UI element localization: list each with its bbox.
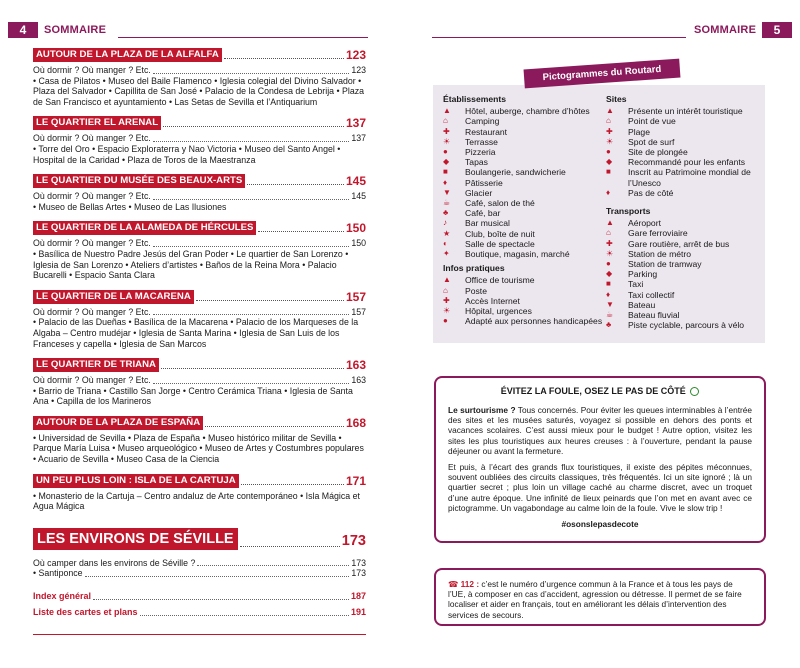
leader-dots: [153, 73, 349, 74]
pictogram-item: [606, 137, 764, 147]
pictogram-item: [443, 137, 603, 147]
leader-dots: [153, 246, 349, 247]
leader-dots: [196, 300, 344, 301]
pictogram-icon: ⌂: [606, 116, 611, 126]
pictogram-item: [606, 147, 764, 157]
section-heading[interactable]: [33, 287, 366, 304]
pictogram-label: Office de tourisme: [465, 275, 535, 286]
pictogram-label: Boutique, magasin, marché: [465, 249, 570, 260]
toc-section: [33, 355, 366, 407]
where-line-text: Où dormir ? Où manger ? Etc.: [33, 375, 151, 386]
where-line-page: 150: [351, 238, 366, 249]
pictogram-item: [443, 157, 603, 167]
pictogram-icon: ◆: [606, 269, 613, 279]
toc-section: [33, 218, 366, 280]
pictogram-label: Accès Internet: [465, 295, 520, 306]
etablissements-list: [443, 106, 603, 259]
section-page: 157: [345, 289, 366, 304]
section-heading[interactable]: [33, 171, 366, 188]
environs-title: LES ENVIRONS DE SÉVILLE: [33, 528, 238, 550]
pictogram-label: Salle de spectacle: [465, 238, 535, 249]
sites-list: [606, 106, 764, 198]
pictograms-right-column: [606, 94, 764, 330]
leader-dots: [93, 599, 349, 600]
pictogram-icon: ♦: [443, 177, 448, 187]
index-entry[interactable]: [33, 591, 366, 602]
pictogram-item: [606, 259, 764, 269]
pictogram-label: Point de vue: [628, 116, 676, 127]
pictogram-icon: ✚: [606, 126, 613, 136]
section-title: LE QUARTIER DE TRIANA: [33, 358, 159, 372]
side-step-icon: [690, 387, 699, 396]
pictogram-icon: ✦: [443, 249, 450, 259]
section-title: AUTOUR DE LA PLAZA DE LA ALFALFA: [33, 48, 222, 62]
section-heading[interactable]: [33, 471, 366, 488]
where-line-page: 137: [351, 133, 366, 144]
section-description: • Palacio de las Dueñas • Basílica de la Macarena • Palacio de los Marqueses de la Algaba – Centro mudéjar • Iglesia de Santa Marina • Iglesia de San Luis de los Franceses y capella • Iglesia de San Marcos: [33, 317, 359, 349]
pictogram-label: Inscrit au Patrimoine mondial de l’Unesco: [628, 167, 751, 188]
environs-line-page: 173: [351, 557, 366, 568]
page-header: [0, 0, 800, 38]
pictogram-label: Plage: [628, 126, 650, 137]
pictogram-item: [606, 310, 764, 320]
pictogram-label: Bateau fluvial: [628, 310, 680, 321]
pictogram-item: [443, 127, 603, 137]
pictogram-icon: ▲: [443, 106, 451, 116]
pictogram-label: Bateau: [628, 299, 656, 310]
pictogram-icon: ✚: [606, 238, 613, 248]
environs-line-camping[interactable]: [33, 558, 366, 569]
where-line-text: Où dormir ? Où manger ? Etc.: [33, 133, 151, 144]
section-description: • Monasterio de la Cartuja – Centro andaluz de Arte contemporáneo • Isla Mágica et Agua Mágica: [33, 490, 360, 512]
pictogram-icon: ☀: [443, 306, 451, 316]
pictogram-label: Poste: [465, 285, 487, 296]
leader-dots: [153, 141, 349, 142]
pictogram-item: [443, 316, 603, 326]
pictogram-icon: ■: [606, 167, 611, 177]
section-description: • Universidad de Sevilla • Plaza de España • Museo histórico militar de Sevilla • Parque María Luisa • Museo arqueológico • Museo de Artes y Costumbres populares • Acuario de Sevilla • Museo Casa de la Ciencia: [33, 432, 364, 465]
avoid-crowd-paragraph-2: Et puis, à l’écart des grands flux touristiques, il existe des pépites méconnues, souvent oubliées des circuits classiques, très fréquentés. Ici un site ignoré ; là un quartier secret ; plus loin un village caché au charme discret, avec un troquet d’une autre époque. Une infinité de lieux peinards que l’on met en avant avec ce pictogramme. Un vagabondage au calme loin de la foule. Vive le slow trip !: [448, 462, 752, 513]
environs-line-santiponce[interactable]: [33, 568, 366, 579]
right-page-number: 5: [762, 22, 792, 38]
pictogram-label: Café, salon de thé: [465, 198, 535, 209]
where-line-text: Où dormir ? Où manger ? Etc.: [33, 238, 151, 249]
pictogram-item: [606, 239, 764, 249]
toc-section: [33, 287, 366, 349]
pictogram-item: [443, 178, 603, 188]
pictogram-label: Tapas: [465, 157, 488, 168]
section-page: 137: [345, 116, 366, 131]
section-description: • Museo de Bellas Artes • Museo de Las Ilusiones: [33, 201, 227, 212]
pictogram-label: Club, boîte de nuit: [465, 228, 535, 239]
environs-line-text: • Santiponce: [33, 568, 83, 579]
emergency-box: [434, 568, 766, 626]
pictogram-icon: ⌂: [443, 285, 448, 295]
pictogram-label: Pas de côté: [628, 187, 674, 198]
pictogram-label: Pâtisserie: [465, 177, 503, 188]
pictogram-item: [606, 290, 764, 300]
infos-list: [443, 275, 603, 326]
bottom-rule: [33, 634, 366, 635]
pictogram-item: [443, 208, 603, 218]
left-page-number: 4: [8, 22, 38, 38]
section-where-line[interactable]: [33, 375, 366, 386]
pictogram-label: Gare routière, arrêt de bus: [628, 238, 730, 249]
infos-heading: Infos pratiques: [443, 263, 505, 274]
pictogram-icon: ☀: [606, 136, 614, 146]
section-page: 145: [345, 174, 366, 189]
section-heading[interactable]: [33, 355, 366, 372]
leader-dots: [163, 126, 344, 127]
section-heading[interactable]: [33, 45, 366, 62]
section-page: 168: [345, 415, 366, 430]
section-title: AUTOUR DE LA PLAZA DE ESPAÑA: [33, 416, 203, 430]
pictogram-icon: ☀: [443, 136, 451, 146]
paragraph-1-text: Tous concernés. Pour éviter les queues interminables à l’entrée des sites et les musées saturés, voyagez si possible en dehors des ponts et vacances scolaires. C’est aussi mieux pour le budget ! Autre option, visitez les sites les plus touristiques aux heures creuses : à l’ouverture, pendant la pause déjeuner ou avant la fermeture.: [448, 405, 752, 456]
section-where-line[interactable]: [33, 191, 366, 202]
pictogram-icon: ♦: [606, 187, 611, 197]
avoid-crowd-title-text: ÉVITEZ LA FOULE, OSEZ LE PAS DE CÔTÉ: [500, 386, 686, 396]
leader-dots: [85, 576, 350, 577]
pictogram-icon: ☀: [606, 248, 614, 258]
section-page: 150: [345, 221, 366, 236]
hashtag[interactable]: #osonslepasdecote: [561, 519, 639, 530]
where-line-text: Où dormir ? Où manger ? Etc.: [33, 306, 151, 317]
section-where-line[interactable]: [33, 133, 366, 144]
leader-dots: [140, 615, 349, 616]
pictogram-icon: ♣: [606, 320, 612, 330]
toc-column: [33, 45, 366, 623]
pictogram-icon: ●: [606, 259, 611, 269]
pictogram-icon: ★: [443, 228, 451, 238]
pictogram-item: [443, 229, 603, 239]
section-description: • Casa de Pilatos • Museo del Baile Flamenco • Iglesia colegial del Divino Salvador • Plaza del Salvador • Capillita de San José • Palacio de la Condesa de Lebrija • Plaza de San Francisco et ayuntamiento • Las Setas de Sevilla et l’Antiquarium: [33, 75, 365, 107]
section-heading[interactable]: [33, 413, 366, 430]
etablissements-heading: Établissements: [443, 94, 507, 104]
pictogram-item: [606, 249, 764, 259]
pictogram-icon: ⌂: [443, 116, 448, 126]
pictogram-label: Site de plongée: [628, 147, 688, 158]
pictogram-item: [443, 147, 603, 157]
emergency-number: 112 :: [460, 579, 480, 589]
pictogram-icon: ▼: [606, 299, 614, 309]
pictogram-icon: ▲: [443, 275, 451, 285]
pictogram-icon: ♪: [443, 218, 447, 228]
where-line-text: Où dormir ? Où manger ? Etc.: [33, 65, 151, 75]
pictogram-icon: ◆: [606, 157, 613, 167]
pictogram-label: Boulangerie, sandwicherie: [465, 167, 566, 178]
pictogram-icon: ●: [443, 147, 448, 157]
transports-list: [606, 218, 764, 330]
surtourisme-label: Le surtourisme ?: [448, 405, 516, 415]
pictogram-label: Terrasse: [465, 136, 498, 147]
pictogram-label: Station de métro: [628, 248, 692, 259]
pictogram-icon: ♣: [443, 208, 449, 218]
environs-heading[interactable]: [33, 526, 366, 550]
index-label: Liste des cartes et plans: [33, 607, 138, 618]
pictogram-label: Aéroport: [628, 218, 661, 229]
pictogram-icon: ✚: [443, 295, 450, 305]
pictogram-item: [606, 269, 764, 279]
section-description: • Torre del Oro • Espacio Exploraterra y Nao Victoria • Museo del Santo Angel • Hospital de la Caridad • Plaza de Toros de la Maestranza: [33, 143, 341, 165]
section-title: LE QUARTIER EL ARENAL: [33, 116, 161, 130]
pictogram-item: [606, 188, 764, 198]
pictogram-item: [443, 239, 603, 249]
pictogram-item: [606, 320, 764, 330]
pictogram-item: [443, 275, 603, 285]
pictogram-icon: ☕: [606, 310, 614, 320]
environs-page: 173: [341, 532, 366, 549]
pictogram-icon: ●: [443, 316, 448, 326]
pictogram-item: [606, 228, 764, 238]
leader-dots: [224, 58, 344, 59]
pictogram-icon: ♦: [606, 289, 611, 299]
section-page: 123: [345, 48, 366, 62]
leader-dots: [197, 565, 349, 566]
pictogram-icon: ▲: [606, 218, 614, 228]
section-where-line[interactable]: [33, 65, 366, 76]
section-where-line[interactable]: [33, 238, 366, 249]
pictograms-left-column: [443, 94, 603, 326]
leader-dots: [258, 231, 344, 232]
pictogram-label: Adapté aux personnes handicapées: [465, 316, 603, 327]
where-line-page: 157: [351, 306, 366, 317]
pictogram-item: [443, 218, 603, 228]
toc-section: [33, 471, 366, 512]
emergency-text: c’est le numéro d’urgence commun à la France et à tous les pays de l’UE, à composer en cas d’accident, agression ou détresse. Il permet de se faire localiser et aider en français, tout en améliorant les délais d’intervention des services de secours.: [448, 579, 742, 620]
pictogram-item: [443, 106, 603, 116]
section-title: LE QUARTIER DE LA ALAMEDA DE HÉRCULES: [33, 221, 256, 235]
pictogram-icon: ✚: [443, 126, 450, 136]
section-description: • Barrio de Triana • Castillo San Jorge • Centro Cerámica Triana • Iglesia de Santa Ana • Capilla de los Marineros: [33, 385, 353, 407]
section-title: UN PEU PLUS LOIN : ISLA DE LA CARTUJA: [33, 474, 239, 488]
pictogram-label: Hôpital, urgences: [465, 306, 532, 317]
pictogram-item: [443, 116, 603, 126]
section-page: 163: [345, 358, 366, 373]
environs-line-page: 173: [351, 568, 366, 579]
pictogram-label: Recommandé pour les enfants: [628, 157, 746, 168]
pictogram-item: [443, 296, 603, 306]
section-where-line[interactable]: [33, 307, 366, 318]
where-line-text: Où dormir ? Où manger ? Etc.: [33, 191, 151, 202]
pictogram-item: [606, 127, 764, 137]
pictogram-item: [606, 218, 764, 228]
section-title: LE QUARTIER DE LA MACARENA: [33, 290, 194, 304]
phone-icon: ☎: [448, 579, 461, 589]
leader-dots: [241, 484, 344, 485]
pictogram-label: Piste cyclable, parcours à vélo: [628, 320, 745, 331]
section-description: • Basílica de Nuestro Padre Jesús del Gran Poder • Le quartier de San Lorenzo • Iglesia de San Lorenzo • Ateliers d’artistes • Baños de la Reina Mora • Palacio Bucarelli • Espacio Santa Clara: [33, 248, 349, 281]
where-line-page: 123: [351, 65, 366, 75]
section-page: 171: [345, 473, 366, 488]
pictogram-icon: ▲: [606, 106, 614, 116]
pictogram-item: [443, 198, 603, 208]
pictogram-item: [606, 279, 764, 289]
pictogram-icon: ☕: [443, 198, 451, 208]
index-page: 191: [350, 607, 366, 618]
pictogram-item: [606, 157, 764, 167]
left-page-title: SOMMAIRE: [44, 24, 107, 36]
pictogram-label: Présente un intérêt touristique: [628, 106, 743, 117]
pictogram-label: Gare ferroviaire: [628, 228, 688, 239]
pictogram-label: Restaurant: [465, 126, 508, 137]
leader-dots: [153, 199, 349, 200]
leader-dots: [205, 426, 344, 427]
pictogram-icon: ▼: [443, 187, 451, 197]
pictogram-icon: ◐: [443, 238, 448, 248]
leader-dots: [247, 184, 344, 185]
pictogram-icon: ●: [606, 147, 611, 157]
pictogram-label: Pizzeria: [465, 147, 496, 158]
pictograms-title: Pictogrammes du Routard: [524, 59, 681, 89]
leader-dots: [240, 546, 340, 547]
pictogram-label: Taxi collectif: [628, 289, 675, 300]
pictogram-label: Taxi: [628, 279, 644, 290]
environs-line-text: Où camper dans les environs de Séville ?: [33, 557, 196, 568]
pictogram-icon: ⌂: [606, 228, 611, 238]
pictogram-label: Camping: [465, 116, 500, 127]
leader-dots: [161, 368, 344, 369]
pictogram-label: Bar musical: [465, 218, 510, 229]
section-heading[interactable]: [33, 113, 366, 130]
sites-heading: Sites: [606, 94, 627, 104]
pictogram-item: [606, 106, 764, 116]
where-line-page: 145: [351, 191, 366, 202]
pictogram-item: [443, 167, 603, 177]
pictogram-item: [606, 167, 764, 187]
pictogram-label: Station de tramway: [628, 259, 702, 270]
pictogram-item: [606, 116, 764, 126]
toc-section: [33, 45, 366, 107]
index-page: 187: [350, 591, 366, 602]
toc-sections: [33, 45, 366, 512]
pictogram-item: [443, 286, 603, 296]
leader-dots: [153, 383, 349, 384]
pictogram-label: Glacier: [465, 187, 493, 198]
pictogram-label: Spot de surf: [628, 136, 675, 147]
toc-section: [33, 413, 366, 465]
pictogram-item: [443, 306, 603, 316]
index-list: [33, 591, 366, 618]
pictogram-item: [443, 249, 603, 259]
index-entry[interactable]: [33, 607, 366, 618]
pictogram-label: Café, bar: [465, 208, 501, 219]
avoid-crowd-box: [434, 376, 766, 543]
transports-heading: Transports: [606, 206, 651, 217]
index-label: Index général: [33, 591, 92, 602]
right-page-title: SOMMAIRE: [694, 24, 757, 36]
pictogram-label: Hôtel, auberge, chambre d’hôtes: [465, 106, 590, 117]
where-line-page: 163: [351, 375, 366, 386]
pictogram-icon: ■: [606, 279, 611, 289]
pictogram-item: [606, 300, 764, 310]
section-heading[interactable]: [33, 218, 366, 235]
avoid-crowd-paragraph-1: [448, 405, 752, 456]
pictogram-icon: ■: [443, 167, 448, 177]
pictogram-icon: ◆: [443, 157, 450, 167]
right-header-rule: [432, 37, 686, 38]
toc-section: [33, 171, 366, 212]
toc-section: [33, 113, 366, 165]
left-header-rule: [118, 37, 368, 38]
section-title: LE QUARTIER DU MUSÉE DES BEAUX-ARTS: [33, 174, 245, 188]
pictogram-item: [443, 188, 603, 198]
pictogram-label: Parking: [628, 269, 658, 280]
leader-dots: [153, 314, 349, 315]
avoid-crowd-title: [448, 386, 752, 397]
